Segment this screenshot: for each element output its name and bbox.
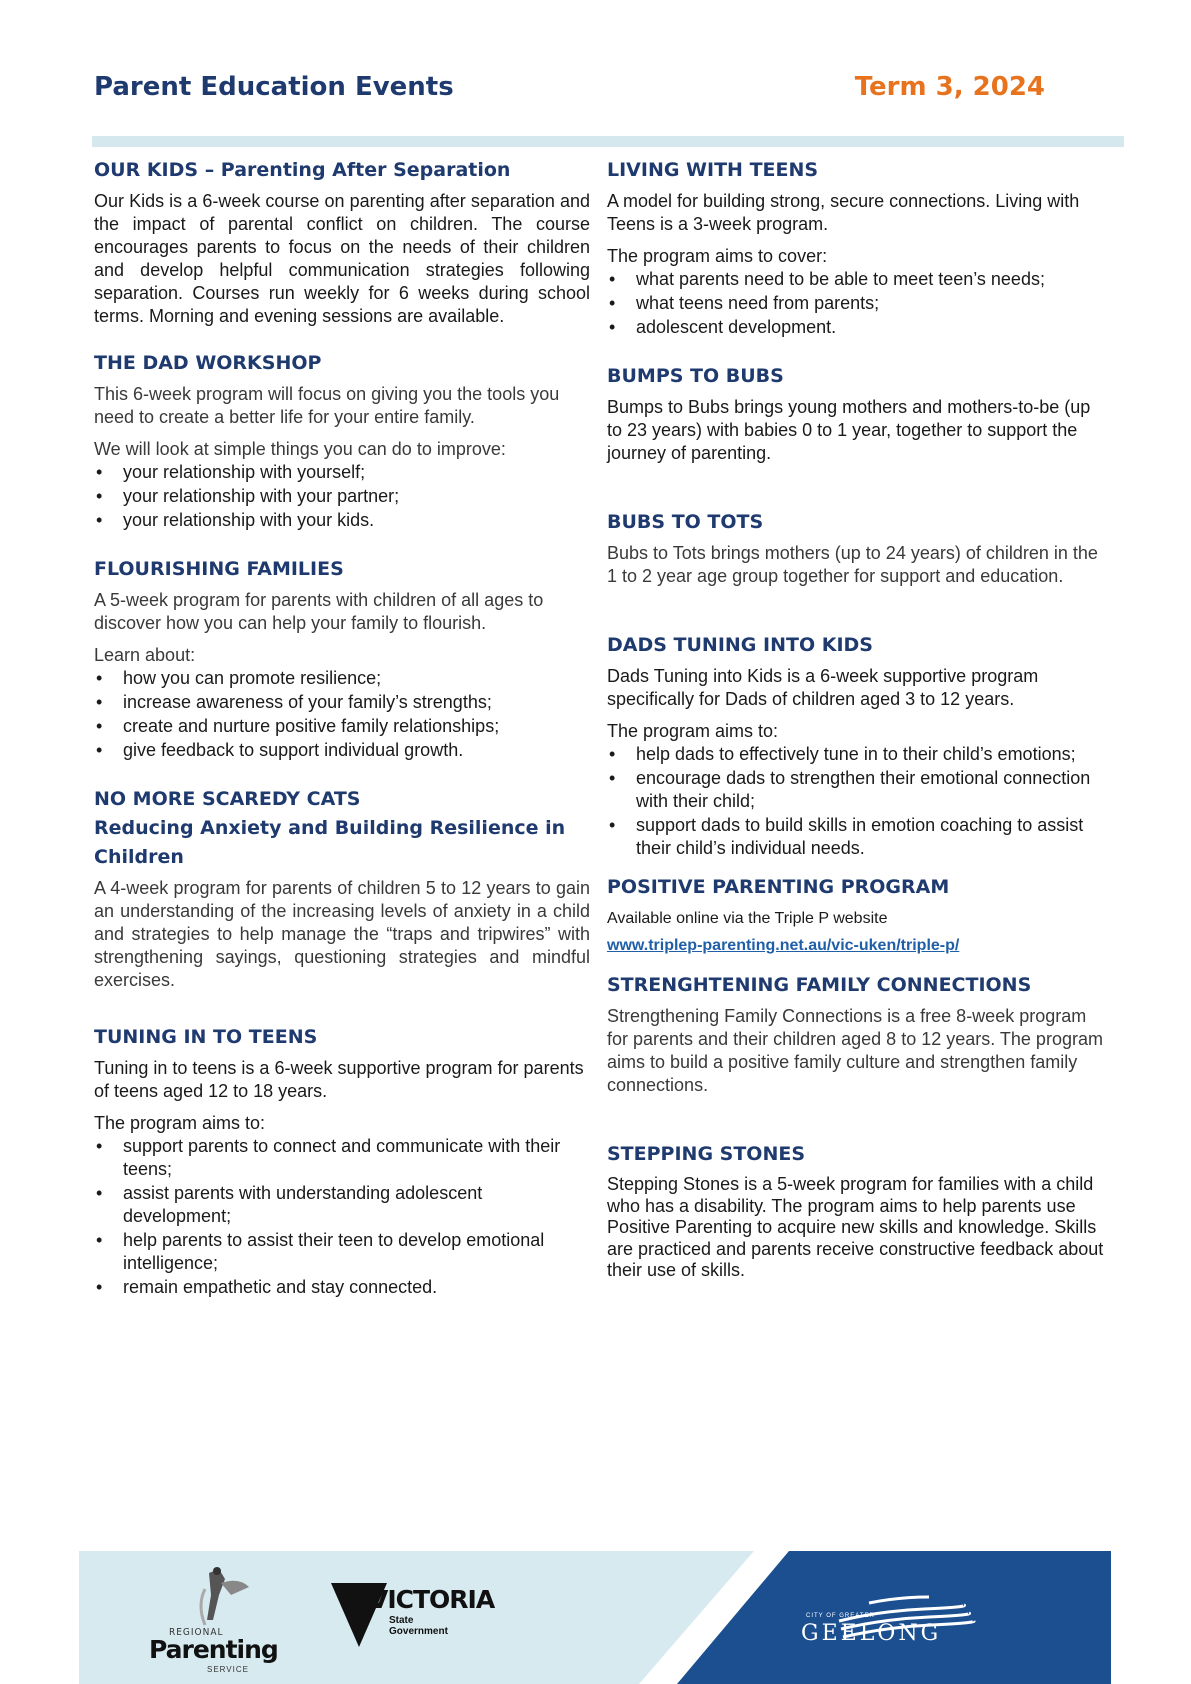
list-item: • remain empathetic and stay connected.: [123, 1276, 590, 1299]
page-title: Parent Education Events: [94, 72, 454, 102]
section-body: A 4-week program for parents of children 5 to 12 years to gain an understanding of the increasing levels of anxiety in a child and strategies to help manage the “traps and tripwires” with strengthening sayings, questioning strategies and mindful exercises.: [94, 878, 590, 990]
section-body: Bumps to Bubs brings young mothers and mothers-to-be (up to 23 years) with babies 0 to 1 year, together to support the journey of parenting.: [607, 397, 1091, 463]
section-strengthening-family-connections: [607, 971, 1107, 1097]
list-item: • encourage dads to strengthen their emotional connection with their child;: [636, 767, 1107, 813]
geelong-wordmark: GEELONG: [801, 1621, 942, 1646]
section-heading: FLOURISHING FAMILIES: [94, 558, 344, 580]
section-body: Stepping Stones is a 5-week program for families with a child who has a disability. The program aims to help parents use Positive Parenting to acquire new skills and knowledge. Skills are practiced and parents receive constructive feedback about their use of skills.: [607, 1174, 1104, 1280]
section-heading: STRENGHTENING FAMILY CONNECTIONS: [607, 974, 1032, 996]
bullet-list: [607, 268, 1107, 339]
section-bumps-to-bubs: [607, 362, 1107, 465]
list-item: • give feedback to support individual growth.: [123, 739, 590, 762]
section-body: A model for building strong, secure connections. Living with Teens is a 3-week program.: [607, 191, 1080, 234]
section-body: A 5-week program for parents with children of all ages to discover how you can help your family to flourish.: [94, 590, 544, 633]
section-heading: NO MORE SCAREDY CATS: [94, 788, 361, 810]
section-body: Dads Tuning into Kids is a 6-week supportive program specifically for Dads of children aged 3 to 12 years.: [607, 666, 1039, 709]
section-our-kids: [94, 156, 590, 328]
section-positive-parenting: [607, 873, 1107, 971]
right-column: [607, 156, 1107, 1291]
section-intro: We will look at simple things you can do to improve:: [94, 439, 506, 459]
section-flourishing-families: [94, 555, 590, 762]
list-item: • assist parents with understanding adolescent development;: [123, 1182, 590, 1228]
section-dad-workshop: [94, 349, 590, 532]
list-item: • your relationship with your partner;: [123, 485, 590, 508]
list-item: • support parents to connect and communicate with their teens;: [123, 1135, 590, 1181]
section-intro: The program aims to:: [607, 721, 779, 741]
list-item: • create and nurture positive family relationships;: [123, 715, 590, 738]
left-column: [94, 156, 590, 1300]
section-stepping-stones: [607, 1140, 1107, 1282]
list-item: • your relationship with your kids.: [123, 509, 590, 532]
triple-p-link[interactable]: www.triplep-parenting.net.au/vic-uken/triple-p/: [607, 937, 960, 954]
bullet-list: [94, 461, 590, 532]
list-item: • help parents to assist their teen to develop emotional intelligence;: [123, 1229, 590, 1275]
list-item: • support dads to build skills in emotion coaching to assist their child’s individual needs.: [636, 814, 1107, 860]
section-heading: OUR KIDS – Parenting After Separation: [94, 159, 511, 181]
rps-regional-label: REGIONAL: [169, 1627, 224, 1638]
bullet-list: [94, 1135, 590, 1299]
section-intro: The program aims to cover:: [607, 246, 828, 266]
bullet-list: [607, 743, 1107, 860]
section-heading: BUMPS TO BUBS: [607, 365, 784, 387]
list-item: • your relationship with yourself;: [123, 461, 590, 484]
section-intro: Learn about:: [94, 645, 196, 665]
section-body: Bubs to Tots brings mothers (up to 24 years) of children in the 1 to 2 year age group together for support and education.: [607, 543, 1098, 586]
city-of-greater-label: CITY OF GREATER: [806, 1613, 875, 1619]
list-item: • increase awareness of your family’s strengths;: [123, 691, 590, 714]
section-dads-tuning-into-kids: [607, 631, 1107, 860]
section-body: Tuning in to teens is a 6-week supportive program for parents of teens aged 12 to 18 years.: [94, 1058, 584, 1101]
section-heading: BUBS TO TOTS: [607, 511, 764, 533]
section-bubs-to-tots: [607, 508, 1107, 588]
section-subheading: Reducing Anxiety and Building Resilience in Children: [94, 817, 566, 868]
section-heading: TUNING IN TO TEENS: [94, 1026, 318, 1048]
list-item: • adolescent development.: [636, 316, 1107, 339]
list-item: • help dads to effectively tune in to their child’s emotions;: [636, 743, 1107, 766]
section-body: Our Kids is a 6-week course on parenting after separation and the impact of parental conflict on children. The course encourages parents to focus on the needs of their children and develop helpful communication strategies following separation. Courses run weekly for 6 weeks during school terms. Morning and evening sessions are available.: [94, 191, 590, 326]
header-divider-bar: [92, 136, 1124, 147]
state-government-label: State Government: [389, 1615, 448, 1637]
rps-service-label: SERVICE: [207, 1665, 249, 1674]
section-heading: POSITIVE PARENTING PROGRAM: [607, 876, 950, 898]
section-body: Strengthening Family Connections is a free 8-week program for parents and their children aged 8 to 12 years. The program aims to build a positive family culture and strengthen family connections.: [607, 1006, 1103, 1095]
list-item: • what teens need from parents;: [636, 292, 1107, 315]
section-tuning-in-to-teens: [94, 1023, 590, 1299]
section-heading: STEPPING STONES: [607, 1143, 806, 1165]
list-item: • what parents need to be able to meet teen’s needs;: [636, 268, 1107, 291]
section-living-with-teens: [607, 156, 1107, 339]
term-label: Term 3, 2024: [854, 72, 1045, 102]
section-heading: THE DAD WORKSHOP: [94, 352, 322, 374]
victoria-wordmark: VICTORIA: [369, 1585, 495, 1614]
section-intro: The program aims to:: [94, 1113, 266, 1133]
regional-parenting-service-logo: [149, 1565, 278, 1675]
footer-band: [79, 1551, 1111, 1684]
bullet-list: [94, 667, 590, 762]
section-heading: LIVING WITH TEENS: [607, 159, 819, 181]
list-item: • how you can promote resilience;: [123, 667, 590, 690]
rps-parenting-label: Parenting: [149, 1635, 278, 1664]
section-body: This 6-week program will focus on giving you the tools you need to create a better life for your entire family.: [94, 384, 560, 427]
victoria-government-logo: [329, 1581, 495, 1661]
section-heading: DADS TUNING INTO KIDS: [607, 634, 873, 656]
section-no-more-scaredy-cats: [94, 785, 590, 992]
section-body: Available online via the Triple P website: [607, 910, 888, 927]
